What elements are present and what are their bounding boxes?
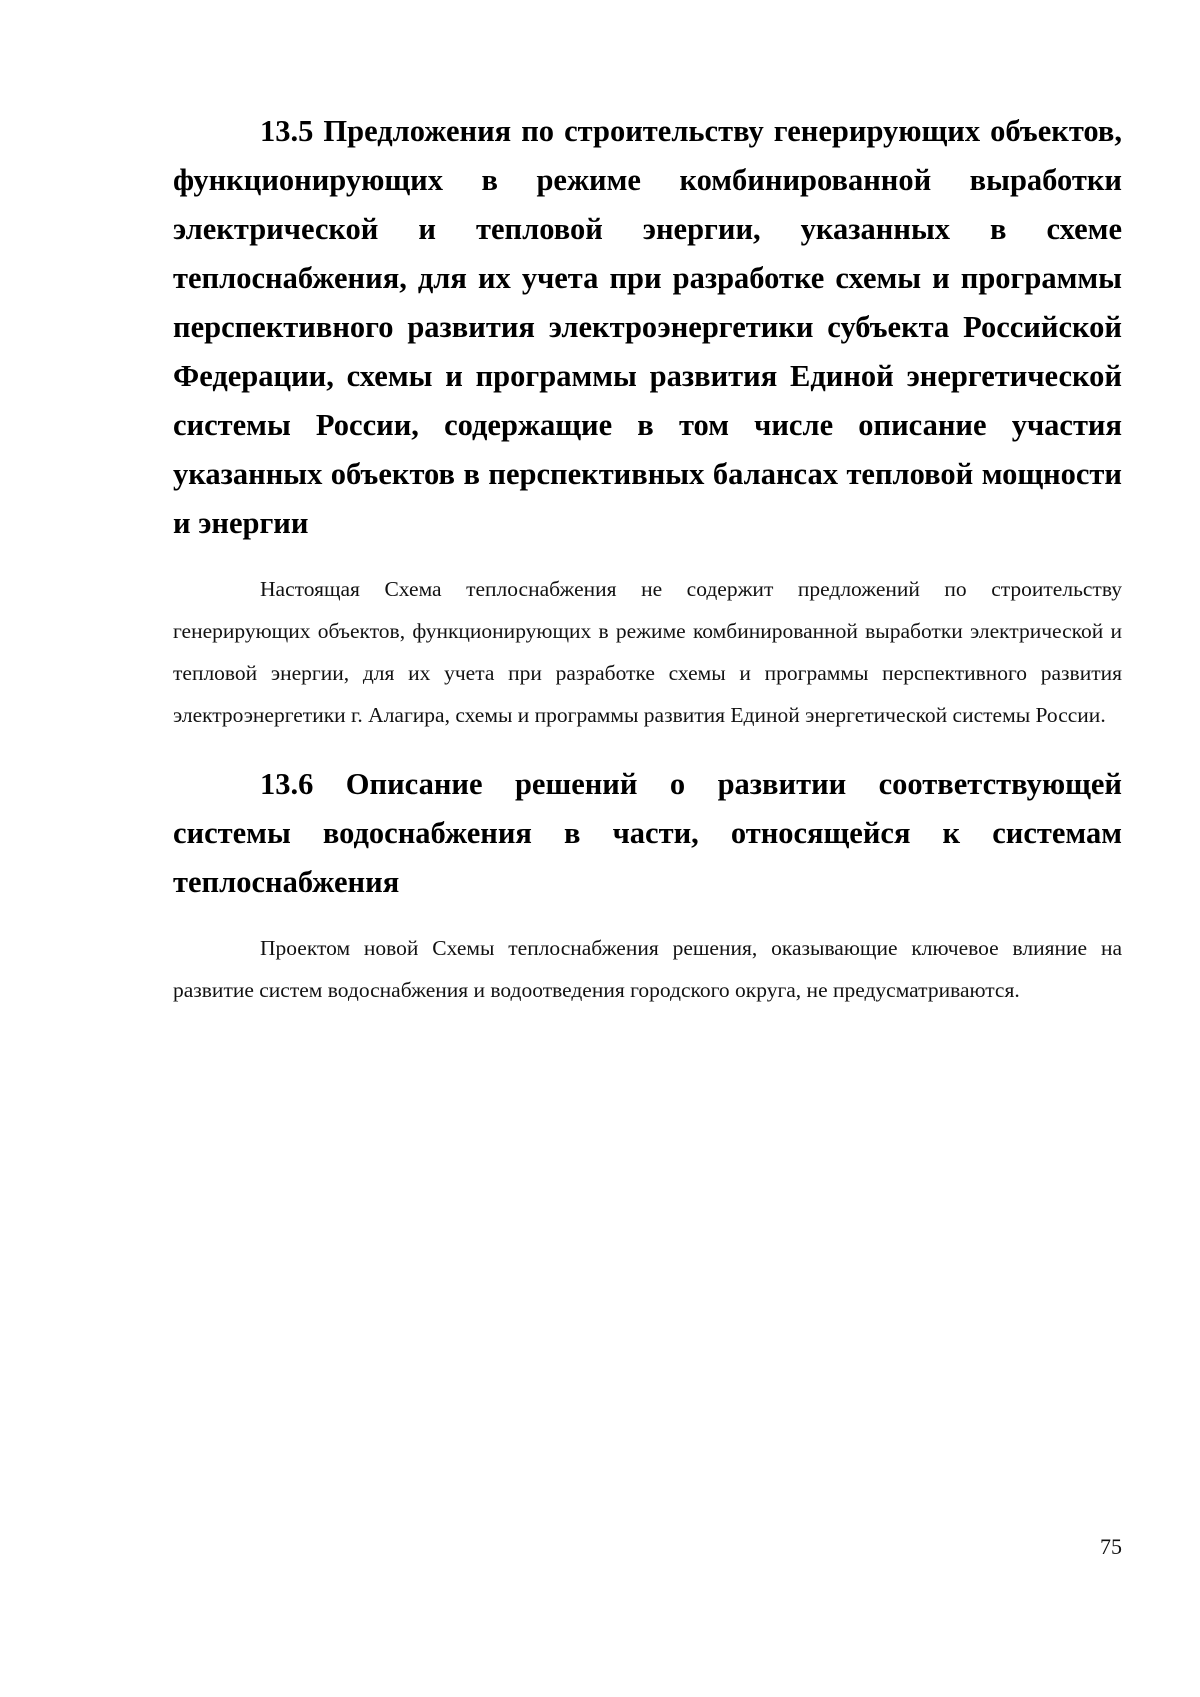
section-paragraph-13-6: Проектом новой Схемы теплоснабжения решения, оказывающие ключевое влияние на развитие систем водоснабжения и водоотведения городского округа, не предусматриваются. <box>173 936 1122 1002</box>
section-heading-13-5: 13.5 Предложения по строительству генерирующих объектов, функционирующих в режиме комбинированной выработки электрической и тепловой энергии, указанных в схеме теплоснабжения, для их учета при разработке схемы и программы перспективного развития электроэнергетики субъекта Российской Федерации, схемы и программы развития Единой энергетической системы России, содержащие в том числе описание участия указанных объектов в перспективных балансах тепловой мощности и энергии <box>173 114 1122 540</box>
page-number: 75 <box>1100 1534 1122 1559</box>
section-paragraph-13-5: Настоящая Схема теплоснабжения не содержит предложений по строительству генерирующих объектов, функционирующих в режиме комбинированной выработки электрической и тепловой энергии, для их учета при разработке схемы и программы перспективного развития электроэнергетики г. Алагира, схемы и программы развития Единой энергетической системы России. <box>173 577 1122 727</box>
page-content <box>173 107 1122 1011</box>
section-heading-13-6: 13.6 Описание решений о развитии соответствующей системы водоснабжения в части, относящейся к системам теплоснабжения <box>173 767 1122 899</box>
